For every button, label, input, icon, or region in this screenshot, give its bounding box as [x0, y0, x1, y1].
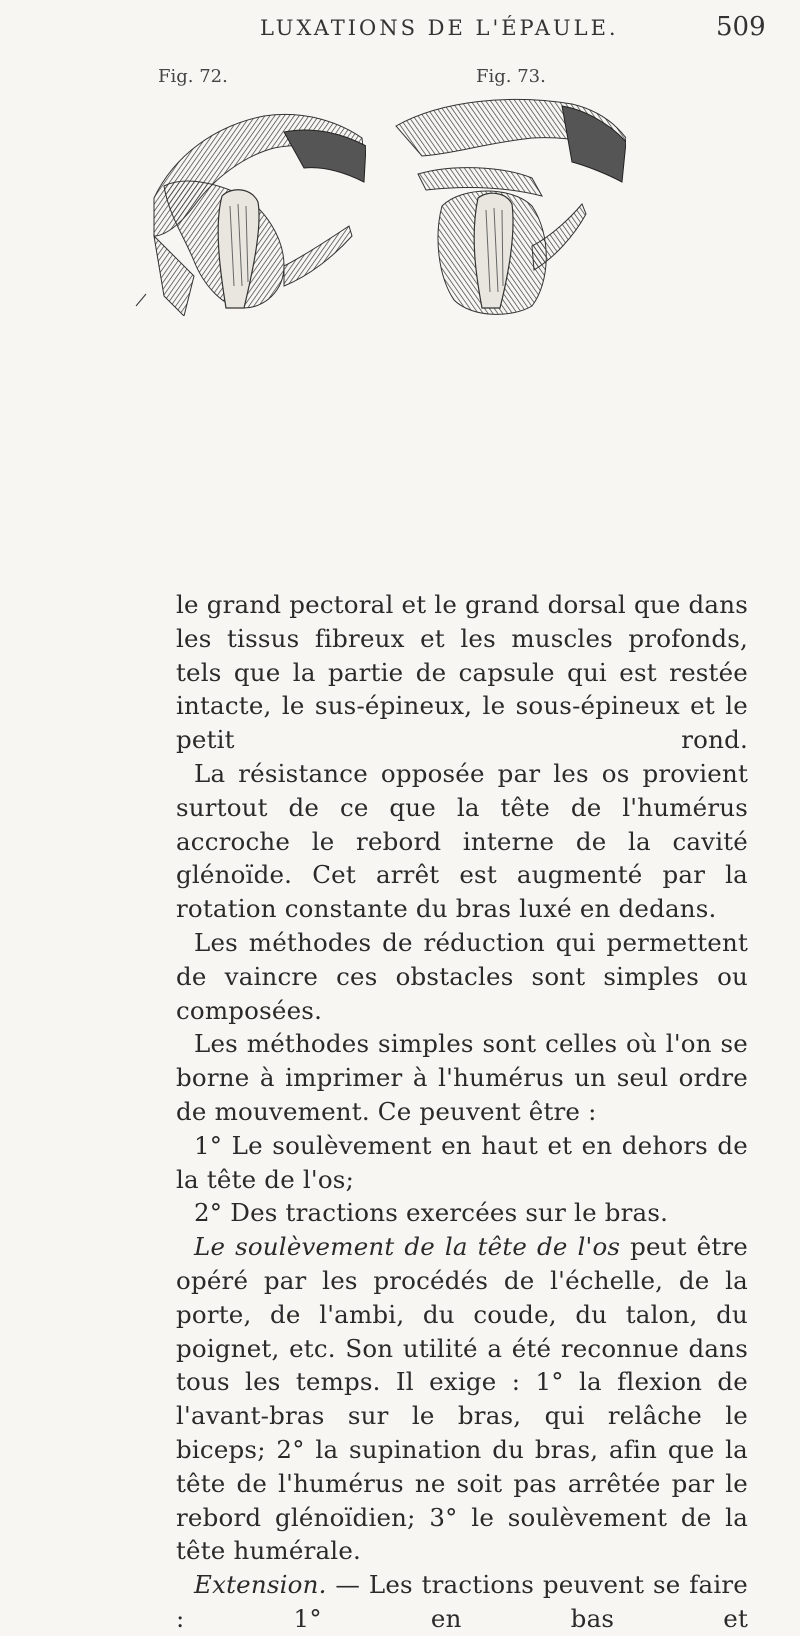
paragraph-1: le grand pectoral et le grand dorsal que dans les tissus fibreux et les muscles profonds, tels que la partie de capsule qui est restée intacte, le sus-épineux, le sous-épineux et le petit rond.	[176, 590, 748, 755]
figure-73-label: Fig. 73.	[476, 66, 546, 87]
paragraph-7	[176, 1230, 748, 1568]
page-header	[0, 14, 800, 54]
body-text	[176, 588, 748, 1636]
figure-72-shoulder-illustration	[134, 86, 366, 316]
paragraph-2: La résistance opposée par les os provient surtout de ce que la tête de l'humérus accroche le rebord interne de la cavité glénoïde. Cet arrêt est augmenté par la rotation constante du bras luxé en dedans.	[176, 758, 748, 924]
running-title: LUXATIONS DE L'ÉPAULE.	[260, 16, 619, 40]
paragraph-8-italic: Extension.	[194, 1570, 327, 1600]
paragraph-8-rest: — Les tractions peuvent se faire : 1° en bas et	[176, 1570, 748, 1633]
page-number: 509	[716, 12, 766, 42]
paragraph-3: Les méthodes de réduction qui permettent de vaincre ces obstacles sont simples ou composées.	[176, 927, 748, 1025]
paragraph-6: 2° Des tractions exercées sur le bras.	[194, 1198, 669, 1228]
paragraph-8	[176, 1568, 748, 1636]
figure-72-label: Fig. 72.	[158, 66, 228, 87]
paragraph-7-italic: Le soulèvement de la tête de l'os	[194, 1232, 621, 1262]
paragraph-4: Les méthodes simples sont celles où l'on se borne à imprimer à l'humérus un seul ordre de mouvement. Ce peuvent être :	[176, 1029, 748, 1126]
paragraph-5: 1° Le soulèvement en haut et en dehors de la tête de l'os;	[176, 1130, 748, 1194]
figure-73-shoulder-illustration	[382, 86, 626, 318]
paragraph-7-rest: peut être opéré par les procédés de l'échelle, de la porte, de l'ambi, du coude, du talon, du poignet, etc. Son utilité a été reconnue dans tous les temps. Il exige : 1° la flexion de l'avant-bras sur le bras, qui relâche le biceps; 2° la supination du bras, afin que la tête de l'humérus ne soit pas arrêtée par le rebord glénoïdien; 3° le soulèvement de la tête humérale.	[176, 1232, 748, 1566]
